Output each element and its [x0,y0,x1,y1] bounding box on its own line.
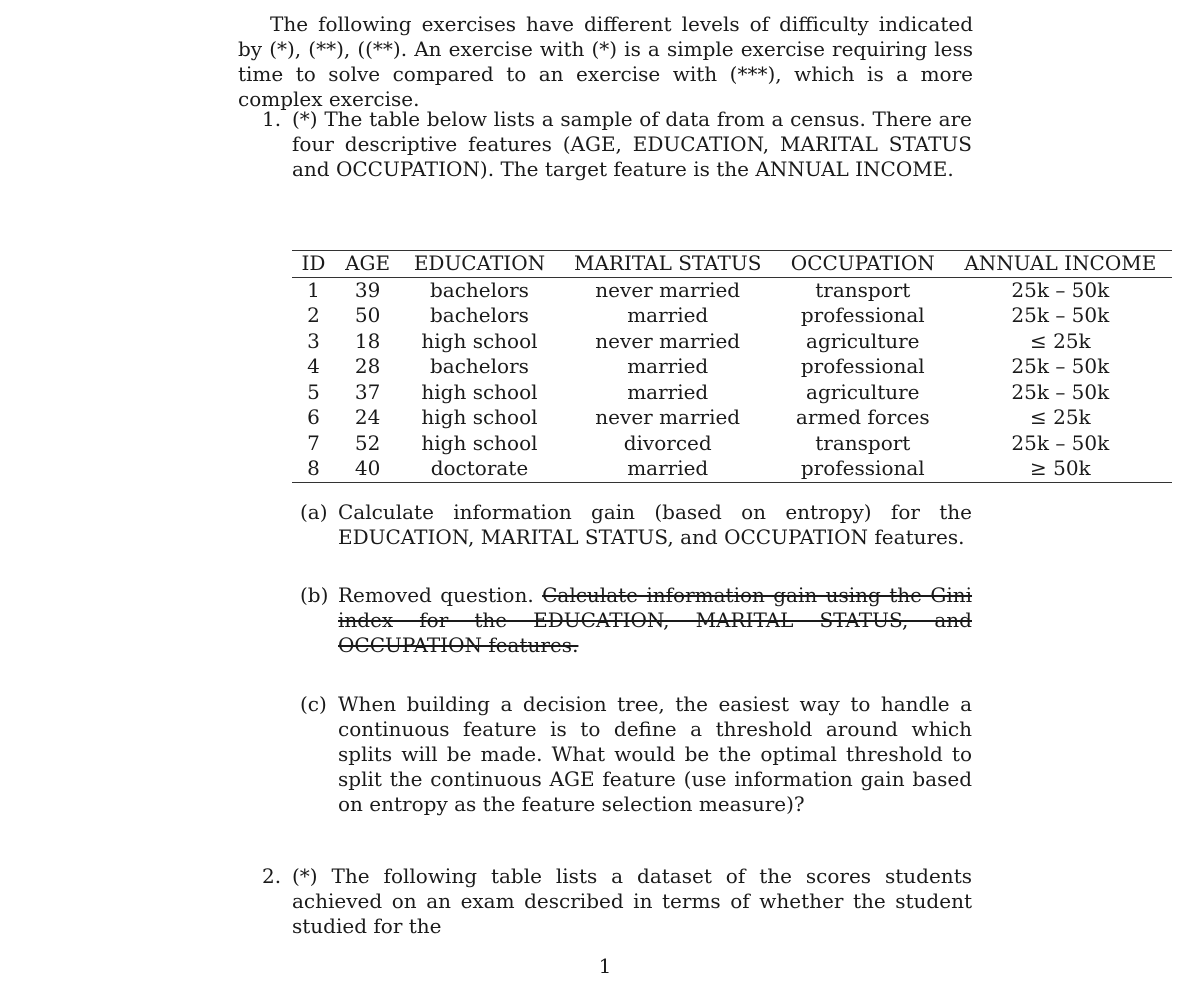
question-1 [262,107,972,182]
cell-occupation: agriculture [806,328,920,353]
cell-age: 40 [354,456,381,480]
subquestion-a-text: Calculate information gain (based on entropy) for the EDUCATION, MARITAL STATUS, and OCCUPATION features. [338,500,972,549]
cell-marital-status: married [627,379,709,404]
subquestion-a-label: (a) [300,500,328,524]
table-row [292,354,1172,380]
cell-occupation: professional [800,354,925,378]
cell-annual-income: ≥ 50k [1029,456,1091,480]
table-row [292,329,1172,355]
cell-id: 7 [307,430,320,455]
cell-occupation: transport [815,277,911,302]
cell-education: doctorate [430,456,529,480]
cell-marital-status: divorced [623,430,712,455]
header-marital-status: MARITAL STATUS [559,251,777,278]
page-number: 1 [598,954,612,978]
subquestion-b-struck-text: Calculate information gain using the Gini index for the EDUCATION, MARITAL STATUS, and OCCUPATION features. [338,583,973,657]
intro-paragraph: The following exercises have different levels of difficulty indicated by (*), (**), ((**). An exercise with (*) is a simple exercise requiring less time to solve compared to an exercise with (***), which is a more complex exercise. [238,12,973,111]
cell-marital-status: married [627,303,709,327]
cell-marital-status: never married [595,328,741,353]
cell-age: 28 [354,354,381,378]
cell-occupation: agriculture [806,379,920,404]
table-row [292,405,1172,431]
subquestion-b [300,583,973,658]
question-1-text: (*) The table below lists a sample of data from a census. There are four descriptive features (AGE, EDUCATION, MARITAL STATUS and OCCUPATION). The target feature is the ANNUAL INCOME. [292,107,972,181]
cell-id: 2 [307,303,320,327]
header-annual-income: ANNUAL INCOME [949,251,1172,278]
question-2 [262,864,972,939]
table-row [292,456,1172,482]
cell-education: bachelors [430,303,529,327]
cell-age: 18 [354,328,381,353]
cell-annual-income: 25k – 50k [1011,354,1110,378]
subquestion-c [300,692,972,817]
table-row [292,277,1172,303]
cell-education: high school [421,379,538,404]
cell-id: 4 [307,354,320,378]
cell-occupation: armed forces [795,405,930,429]
question-1-number: 1. [262,107,282,131]
subquestion-b-label: (b) [300,583,329,607]
cell-annual-income: ≤ 25k [1029,328,1091,353]
cell-annual-income: 25k – 50k [1011,277,1110,302]
header-id: ID [292,251,335,278]
cell-age: 37 [354,379,381,404]
cell-education: high school [421,430,538,455]
cell-marital-status: married [627,354,709,378]
cell-education: bachelors [430,354,529,378]
cell-occupation: professional [800,456,925,480]
cell-occupation: transport [815,430,911,455]
cell-id: 8 [307,456,320,480]
cell-annual-income: 25k – 50k [1011,430,1110,455]
table-row [292,431,1172,457]
cell-age: 39 [354,277,381,302]
cell-age: 24 [354,405,381,429]
header-occupation: OCCUPATION [777,251,949,278]
cell-education: high school [421,405,538,429]
subquestion-a [300,500,972,550]
cell-marital-status: married [627,456,709,480]
table-header-row [292,251,1172,278]
question-2-number: 2. [262,864,282,888]
question-2-text: (*) The following table lists a dataset of the scores students achieved on an exam described in terms of whether the student studied for the [292,864,972,938]
cell-education: high school [421,328,538,353]
subquestion-b-text: Removed question. [338,583,534,607]
cell-id: 5 [307,379,320,404]
cell-annual-income: ≤ 25k [1029,405,1091,429]
header-education: EDUCATION [400,251,558,278]
cell-marital-status: never married [595,277,741,302]
table-row [292,303,1172,329]
cell-occupation: professional [800,303,925,327]
subquestion-c-text: When building a decision tree, the easiest way to handle a continuous feature is to define a threshold around which splits will be made. What would be the optimal threshold to split the continuous AGE feature (use information gain based on entropy as the feature selection measure)? [338,692,972,816]
table-row [292,380,1172,406]
header-age: AGE [335,251,401,278]
cell-marital-status: never married [595,405,741,429]
cell-id: 3 [307,328,320,353]
cell-annual-income: 25k – 50k [1011,379,1110,404]
cell-age: 52 [354,430,381,455]
census-table [292,250,1172,483]
subquestion-c-label: (c) [300,692,327,716]
cell-id: 1 [307,277,320,302]
cell-age: 50 [354,303,381,327]
cell-education: bachelors [430,277,529,302]
cell-id: 6 [307,405,320,429]
cell-annual-income: 25k – 50k [1011,303,1110,327]
